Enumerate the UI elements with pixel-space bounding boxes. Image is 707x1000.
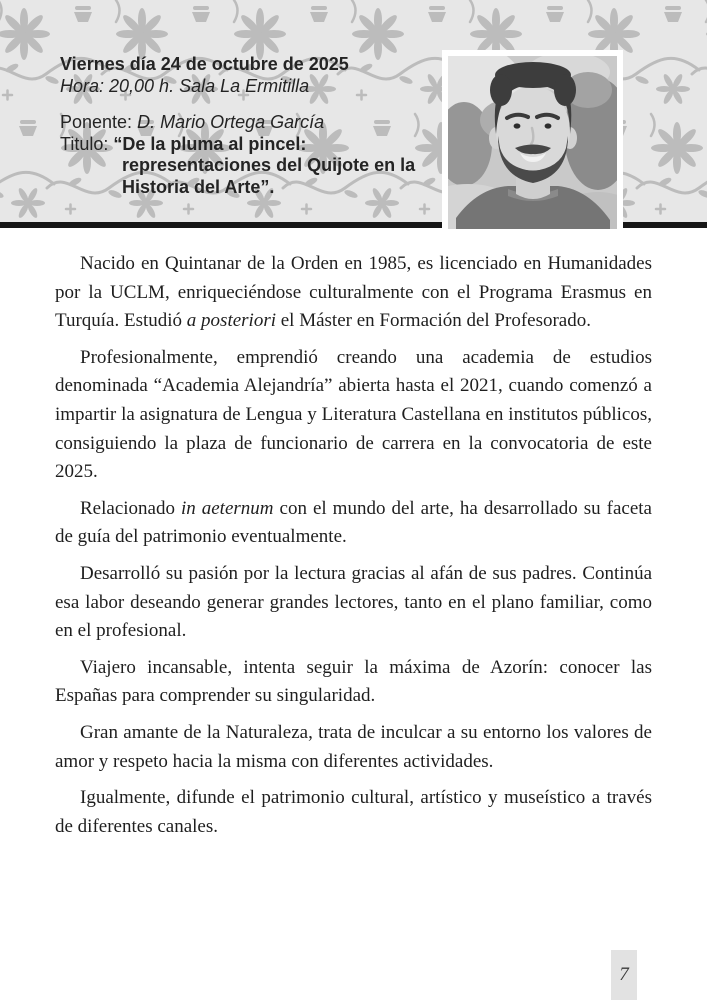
paragraph [55,784,652,841]
paragraph [55,250,652,336]
speaker-name: D. Mario Ortega García [137,112,325,132]
event-time-place: Hora: 20,00 h. Sala La Ermitilla [60,75,310,96]
paragraph-text: Viajero incansable, intenta seguir la máxima de Azorín: conocer las Españas para comprender su singularidad. [55,656,652,707]
paragraph [55,719,652,776]
paragraph [55,495,652,552]
speaker-photo [442,50,623,235]
title-label: Titulo: [60,133,109,154]
latin-phrase: a posteriori [186,310,276,332]
paragraph-text: Gran amante de la Naturaleza, trata de inculcar a su entorno los valores de amor y respeto hacia la misma con diferentes actividades. [55,721,652,772]
paragraph [55,344,652,487]
paragraph-text: Profesionalmente, emprendió creando una academia de estudios denominada “Academia Alejandría” abierta hasta el 2021, cuando comenzó a impartir la asignatura de Lengua y Literatura Castellana en institutos públicos, consiguiendo la plaza de funcionario de carrera en la convocatoria de este 2025. [55,346,652,483]
speaker-line [60,112,415,134]
talk-title-line-3: Historia del Arte”. [122,176,275,197]
speaker-label: Ponente: [60,112,133,132]
paragraph-text: Relacionado [80,497,181,519]
paragraph-text: Nacido en Quintanar de la Orden en 1985, es licenciado en Humanidades por la UCLM, enriqueciéndose culturalmente con el Programa Erasmus en Turquía. Estudió [55,253,652,332]
talk-title-line-2: representaciones del Quijote en la [122,155,416,175]
biography [55,250,652,849]
event-date: Viernes día 24 de octubre de 2025 [60,54,349,74]
latin-phrase: in aeternum [180,497,274,519]
paragraph [55,654,652,711]
paragraph [55,560,652,646]
page-number: 7 [619,964,629,985]
paragraph-text: Desarrolló su pasión por la lectura gracias al afán de sus padres. Continúa esa labor deseando generar grandes lectores, tanto en el plano familiar, como en el profesional. [55,562,652,642]
paragraph-text: el Máster en Formación del Profesorado. [276,310,591,332]
event-header [60,54,415,198]
page-number-strip [611,950,637,1000]
talk-title-line-1: Titulo: “De la pluma al pincel: [60,133,307,154]
speaker-portrait-image [448,56,617,229]
paragraph-text: con el mundo del arte, ha desarrollado su faceta de guía del patrimonio eventualmente. [55,497,652,548]
paragraph-text: Igualmente, difunde el patrimonio cultural, artístico y museístico a través de diferentes canales. [55,787,652,837]
